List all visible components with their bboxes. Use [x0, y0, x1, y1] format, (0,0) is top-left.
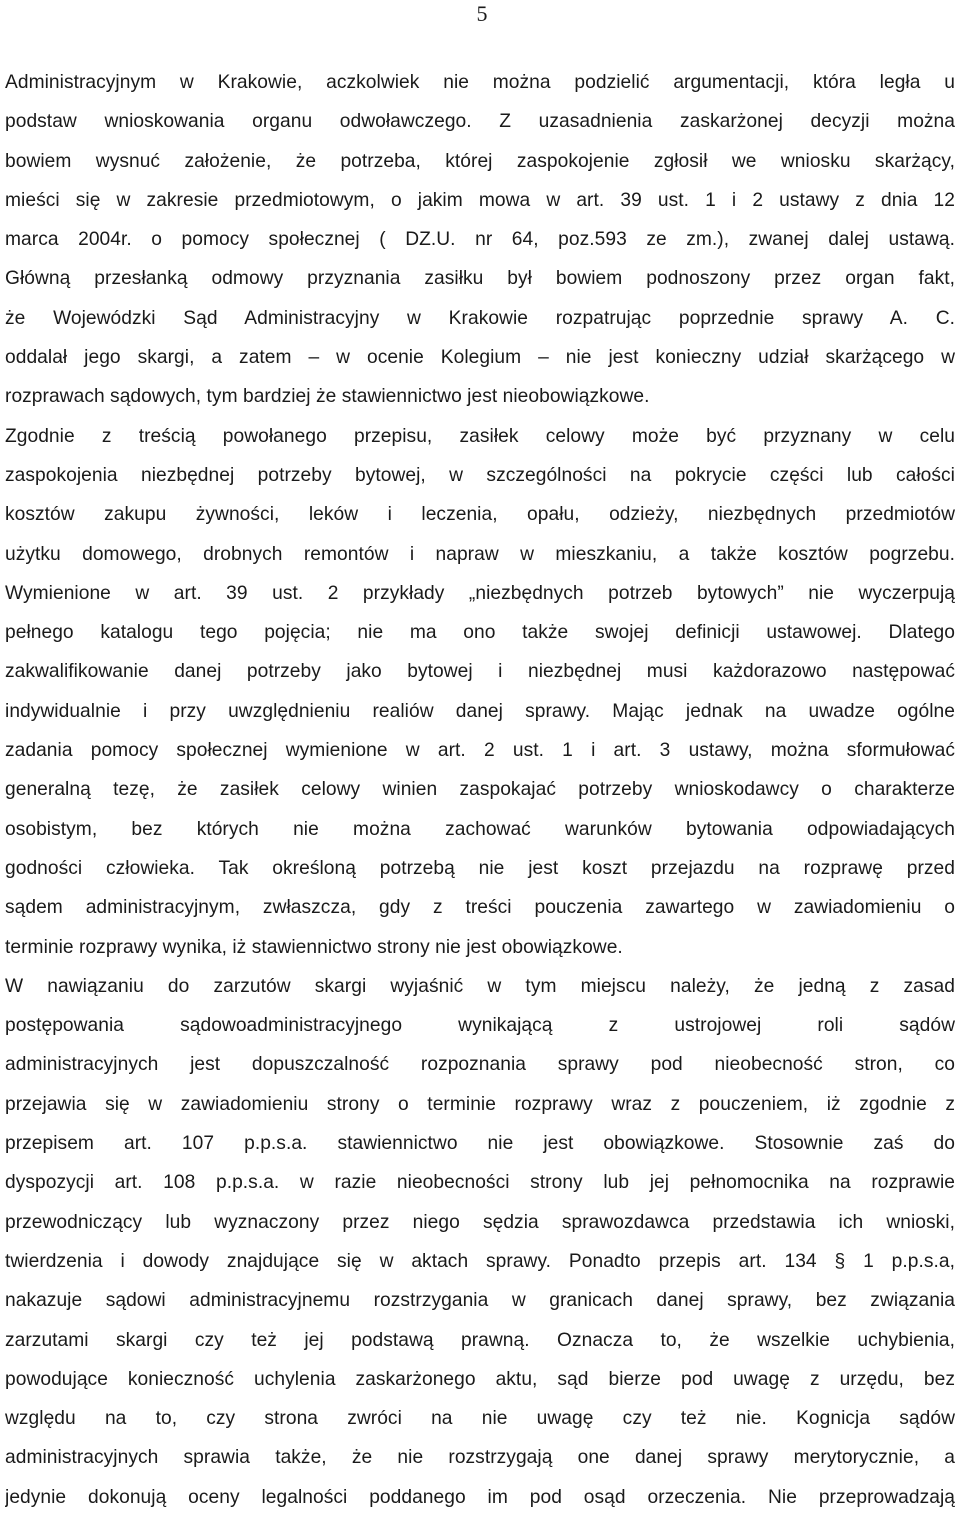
text-line: twierdzenia i dowody znajdujące się w aktach sprawy. Ponadto przepis art. 134 § 1 p.p.s.a, [5, 1250, 955, 1272]
text-line: bowiem wysnuć założenie, że potrzeba, której zaspokojenie zgłosił we wniosku skarżący, [5, 150, 955, 172]
text-line: dyspozycji art. 108 p.p.s.a. w razie nieobecności strony lub jej pełnomocnika na rozprawie [5, 1172, 955, 1194]
text-line: powodujące konieczność uchylenia zaskarżonego aktu, sąd bierze pod uwagę z urzędu, bez [5, 1368, 955, 1390]
text-line: postępowania sądowoadministracyjnego wynikającą z ustrojowej roli sądów [5, 1015, 955, 1037]
text-line: sądem administracyjnym, zwłaszcza, gdy z treści pouczenia zawartego w zawiadomieniu o [5, 897, 955, 919]
text-line: generalną tezę, że zasiłek celowy winien zaspokajać potrzeby wnioskodawcy o charakterze [5, 779, 955, 801]
text-line: podstaw wnioskowania organu odwoławczego. Z uzasadnienia zaskarżonej decyzji można [5, 111, 955, 133]
text-line: Administracyjnym w Krakowie, aczkolwiek nie można podzielić argumentacji, która legła u [5, 72, 955, 93]
text-line: administracyjnych jest dopuszczalność rozpoznania sprawy pod nieobecność stron, co [5, 1054, 955, 1076]
text-line: nakazuje sądowi administracyjnemu rozstrzygania w granicach danej sprawy, bez związania [5, 1290, 955, 1312]
text-line: zarzutami skargi czy też jej podstawą prawną. Oznacza to, że wszelkie uchybienia, [5, 1329, 955, 1351]
text-line: administracyjnych sprawia także, że nie rozstrzygają one danej sprawy merytorycznie, a [5, 1447, 955, 1469]
text-line: Wymienione w art. 39 ust. 2 przykłady „niezbędnych potrzeb bytowych” nie wyczerpują [5, 582, 955, 604]
document-body [5, 63, 955, 1517]
text-line: przewodniczący lub wyznaczony przez niego sędzia sprawozdawca przedstawia ich wnioski, [5, 1211, 955, 1233]
text-line: jedynie dokonują oceny legalności poddanego im pod osąd orzeczenia. Nie przeprowadzają [5, 1486, 955, 1508]
text-line: Zgodnie z treścią powołanego przepisu, zasiłek celowy może być przyznany w celu [5, 425, 955, 447]
text-line: przepisem art. 107 p.p.s.a. stawiennictwo nie jest obowiązkowe. Stosownie zaś do [5, 1133, 955, 1155]
text-line: względu na to, czy strona zwróci na nie uwagę czy też nie. Kognicja sądów [5, 1408, 955, 1430]
text-line: osobistym, bez których nie można zachować warunków bytowania odpowiadających [5, 818, 955, 840]
text-line: godności człowieka. Tak określoną potrzebą nie jest koszt przejazdu na rozprawę przed [5, 857, 955, 879]
text-line: marca 2004r. o pomocy społecznej ( DZ.U. nr 64, poz.593 ze zm.), zwanej dalej ustawą. [5, 229, 955, 251]
page-number: 5 [476, 1, 488, 26]
text-line: zakwalifikowanie danej potrzeby jako bytowej i niezbędnej musi każdorazowo następować [5, 661, 955, 683]
text-line: użytku domowego, drobnych remontów i napraw w mieszkaniu, a także kosztów pogrzebu. [5, 543, 955, 565]
text-line: terminie rozprawy wynika, iż stawiennictwo strony nie jest obowiązkowe. [5, 936, 623, 958]
text-line: indywidualnie i przy uwzględnieniu realiów danej sprawy. Mając jednak na uwadze ogólne [5, 700, 955, 722]
text-line: że Wojewódzki Sąd Administracyjny w Krakowie rozpatrując poprzednie sprawy A. C. [5, 307, 955, 329]
text-line: przejawia się w zawiadomieniu strony o terminie rozprawy wraz z pouczeniem, iż zgodnie z [5, 1093, 955, 1115]
text-line: zaspokojenia niezbędnej potrzeby bytowej, w szczególności na pokrycie części lub całości [5, 464, 955, 486]
text-line: W nawiązaniu do zarzutów skargi wyjaśnić w tym miejscu należy, że jedną z zasad [5, 975, 955, 997]
text-line: rozprawach sądowych, tym bardziej że stawiennictwo jest nieobowiązkowe. [5, 386, 650, 408]
text-line: zadania pomocy społecznej wymienione w art. 2 ust. 1 i art. 3 ustawy, można sformułować [5, 740, 955, 762]
text-line: mieści się w zakresie przedmiotowym, o jakim mowa w art. 39 ust. 1 i 2 ustawy z dnia 12 [5, 189, 955, 211]
text-line: kosztów zakupu żywności, leków i leczenia, opału, odzieży, niezbędnych przedmiotów [5, 504, 955, 526]
text-line: oddalał jego skargi, a zatem – w ocenie Kolegium – nie jest konieczny udział skarżącego w [5, 347, 955, 369]
text-line: pełnego katalogu tego pojęcia; nie ma ono także swojej definicji ustawowej. Dlatego [5, 622, 955, 644]
text-line: Główną przesłanką odmowy przyznania zasiłku był bowiem podnoszony przez organ fakt, [5, 268, 955, 290]
